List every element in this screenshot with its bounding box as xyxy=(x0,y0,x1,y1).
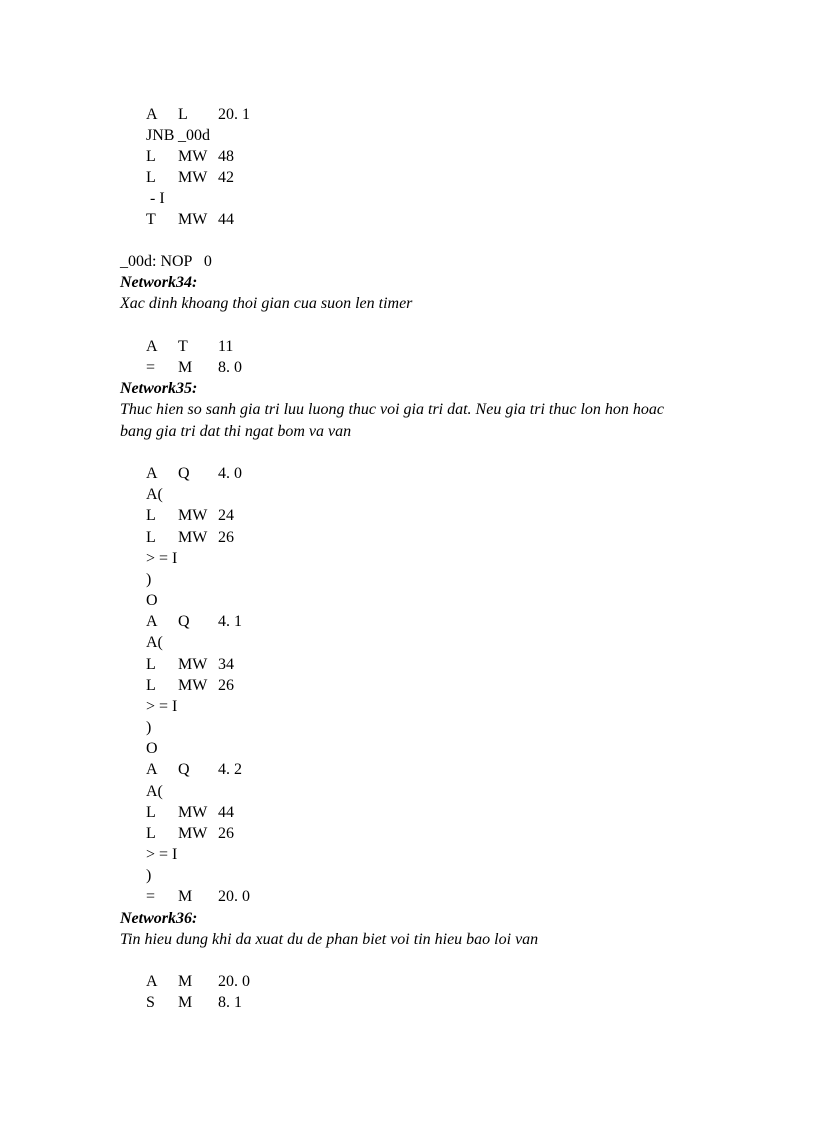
code-arg: L xyxy=(178,106,188,123)
code-op: L xyxy=(146,507,156,525)
code-val: 26 xyxy=(218,824,234,842)
code-op: L xyxy=(146,655,156,673)
code-arg: _00d xyxy=(178,127,210,144)
code-op: A( xyxy=(146,486,163,504)
code-val: 8. 0 xyxy=(218,359,242,376)
code-op: = xyxy=(146,359,156,376)
code-val: 48 xyxy=(218,148,234,165)
code-arg: Q xyxy=(178,465,190,482)
code-op: = xyxy=(146,888,156,906)
code-op: A xyxy=(146,106,158,123)
code-val: 4. 2 xyxy=(218,761,242,779)
code-arg: MW xyxy=(178,803,208,821)
code-op: > = I xyxy=(146,549,178,567)
code-val: 8. 1 xyxy=(218,994,242,1011)
code-arg: MW xyxy=(178,507,208,525)
code-op: L xyxy=(146,676,156,694)
code-op: A xyxy=(146,973,158,990)
code-arg: MW xyxy=(178,655,208,673)
code-val: 44 xyxy=(218,211,234,228)
network36-title: Network36: xyxy=(120,910,198,927)
code-op: A( xyxy=(146,782,163,800)
code-op: S xyxy=(146,994,155,1011)
code-op: A xyxy=(146,613,158,631)
code-op: > = I xyxy=(146,846,178,864)
code-val: 24 xyxy=(218,507,234,525)
label-line: _00d: NOP 0 xyxy=(120,253,212,270)
network36-description: Tin hieu dung khi da xuat du de phan biet voi tin hieu bao loi van xyxy=(120,931,539,948)
code-val: 44 xyxy=(218,803,234,821)
code-op: JNB xyxy=(146,127,175,144)
code-op: A xyxy=(146,338,158,355)
network34-title: Network34: xyxy=(120,274,198,291)
code-op: L xyxy=(146,148,156,165)
code-op: > = I xyxy=(146,697,178,715)
code-op: L xyxy=(146,169,156,186)
code-arg: T xyxy=(178,338,188,355)
code-val: 26 xyxy=(218,528,234,546)
code-op: L xyxy=(146,803,156,821)
code-arg: MW xyxy=(178,676,208,694)
code-op: A xyxy=(146,761,158,779)
code-val: 26 xyxy=(218,676,234,694)
code-val: 42 xyxy=(218,169,234,186)
code-val: 11 xyxy=(218,338,234,355)
code-op: O xyxy=(146,740,158,758)
code-arg: MW xyxy=(178,169,208,186)
code-val: 4. 0 xyxy=(218,465,242,482)
network35-title: Network35: xyxy=(120,380,198,397)
code-arg: MW xyxy=(178,528,208,546)
code-arg: Q xyxy=(178,613,190,631)
code-arg: MW xyxy=(178,148,208,165)
code-val: 20. 0 xyxy=(218,973,250,990)
code-op: O xyxy=(146,592,158,610)
code-arg: Q xyxy=(178,761,190,779)
code-op: - I xyxy=(146,190,165,207)
code-val: 4. 1 xyxy=(218,613,242,631)
code-arg: MW xyxy=(178,211,208,228)
code-op: ) xyxy=(146,570,152,588)
code-arg: M xyxy=(178,359,193,376)
code-arg: M xyxy=(178,973,193,990)
code-op: T xyxy=(146,211,156,228)
code-val: 20. 0 xyxy=(218,888,250,906)
code-op: A xyxy=(146,465,158,482)
code-arg: MW xyxy=(178,824,208,842)
network34-description: Xac dinh khoang thoi gian cua suon len timer xyxy=(120,295,413,312)
code-op: A( xyxy=(146,634,163,652)
code-arg: M xyxy=(178,994,193,1011)
code-op: L xyxy=(146,528,156,546)
code-val: 34 xyxy=(218,655,234,673)
code-val: 20. 1 xyxy=(218,106,250,123)
code-op: ) xyxy=(146,867,152,885)
code-arg: M xyxy=(178,888,193,906)
network35-description: Thuc hien so sanh gia tri luu luong thuc voi gia tri dat. Neu gia tri thuc lon hon hoac bang gia tri dat thi ngat bom va van xyxy=(120,401,668,440)
code-op: ) xyxy=(146,719,152,737)
code-op: L xyxy=(146,824,156,842)
